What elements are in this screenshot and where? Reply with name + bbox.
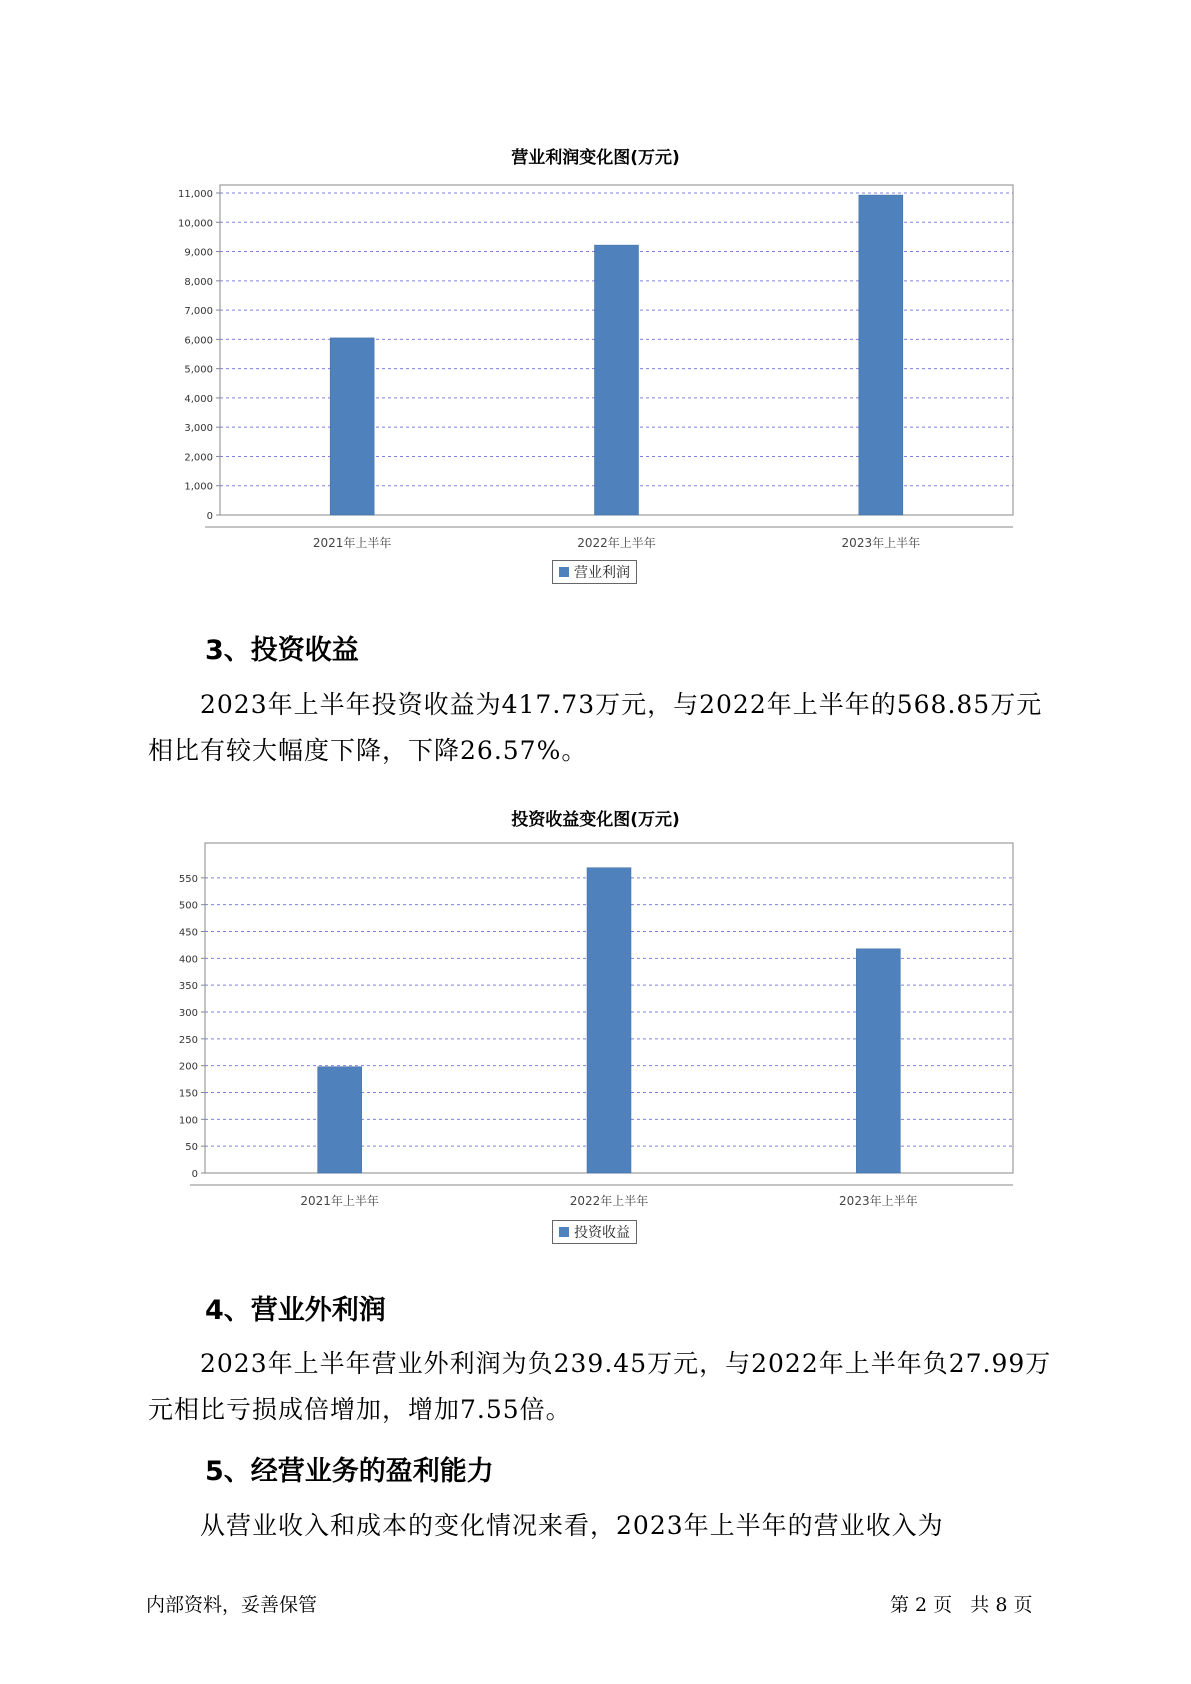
y-tick-label: 0 [206,511,213,522]
bar-2023年上半年 [859,195,903,515]
y-tick-label: 10,000 [178,218,213,230]
y-tick-label: 9,000 [184,247,213,259]
bar-2021年上半年 [318,1067,362,1173]
section-5-paragraph [148,1503,1058,1549]
y-tick-label: 150 [178,1088,198,1100]
bar-2023年上半年 [856,949,900,1173]
bar-2022年上半年 [595,245,639,515]
y-tick-label: 550 [178,873,198,885]
y-tick-label: 200 [178,1061,198,1073]
y-tick-label: 2,000 [184,452,213,464]
y-tick-label: 100 [178,1115,198,1127]
x-tick-label: 2021年上半年 [312,536,392,550]
y-tick-label: 500 [178,900,198,912]
y-tick-label: 300 [178,1008,198,1019]
y-tick-label: 3,000 [184,423,213,435]
x-tick-label: 2022年上半年 [569,1194,649,1208]
chart-title-operating-profit: 营业利润变化图(万元) [511,148,680,168]
x-tick-label: 2023年上半年 [841,536,921,550]
section-3-line-1: 2023年上半年投资收益为417.73万元，与2022年上半年的568.85万元 [200,690,1043,719]
investment-income-chart [0,830,1191,1208]
y-tick-label: 0 [191,1169,198,1180]
x-tick-label: 2022年上半年 [577,536,656,550]
y-tick-label: 50 [185,1142,198,1154]
section-4-line-2: 元相比亏损成倍增加，增加7.55倍。 [148,1395,572,1424]
y-tick-label: 11,000 [178,189,213,200]
y-tick-label: 4,000 [184,393,213,405]
bar-2022年上半年 [587,868,631,1173]
x-tick-label: 2021年上半年 [300,1194,379,1208]
chart-title-investment-income: 投资收益变化图(万元) [511,810,680,830]
footer-confidential-note: 内部资料，妥善保管 [146,1594,318,1616]
y-tick-label: 1,000 [184,481,213,493]
y-tick-label: 350 [178,981,198,993]
legend-investment-income [552,1220,637,1244]
y-tick-label: 7,000 [184,306,213,318]
section-4-heading: 4、营业外利润 [205,1295,386,1326]
section-4-paragraph [148,1341,1058,1433]
section-5-heading: 5、经营业务的盈利能力 [205,1456,494,1487]
y-tick-label: 8,000 [184,276,213,288]
x-tick-label: 2023年上半年 [839,1194,918,1208]
y-tick-label: 250 [178,1034,198,1046]
section-3-paragraph [148,682,1058,774]
y-tick-label: 6,000 [184,335,213,347]
section-4-line-1: 2023年上半年营业外利润为负239.45万元，与2022年上半年负27.99万 [200,1349,1052,1378]
section-3-heading: 3、投资收益 [205,635,359,666]
legend-label: 投资收益 [574,1225,630,1241]
footer-page-number: 第 2 页 共 8 页 [890,1594,1033,1616]
legend-swatch [559,1227,569,1237]
bar-2021年上半年 [330,338,374,515]
legend-label: 营业利润 [574,565,630,581]
y-tick-label: 400 [178,954,198,966]
legend-operating-profit [552,560,637,584]
section-3-line-2: 相比有较大幅度下降，下降26.57%。 [148,736,588,765]
operating-profit-chart [0,160,1191,550]
section-5-line-1: 从营业收入和成本的变化情况来看，2023年上半年的营业收入为 [200,1511,944,1540]
y-tick-label: 5,000 [184,364,213,376]
legend-swatch [559,567,569,577]
y-tick-label: 450 [178,927,198,939]
